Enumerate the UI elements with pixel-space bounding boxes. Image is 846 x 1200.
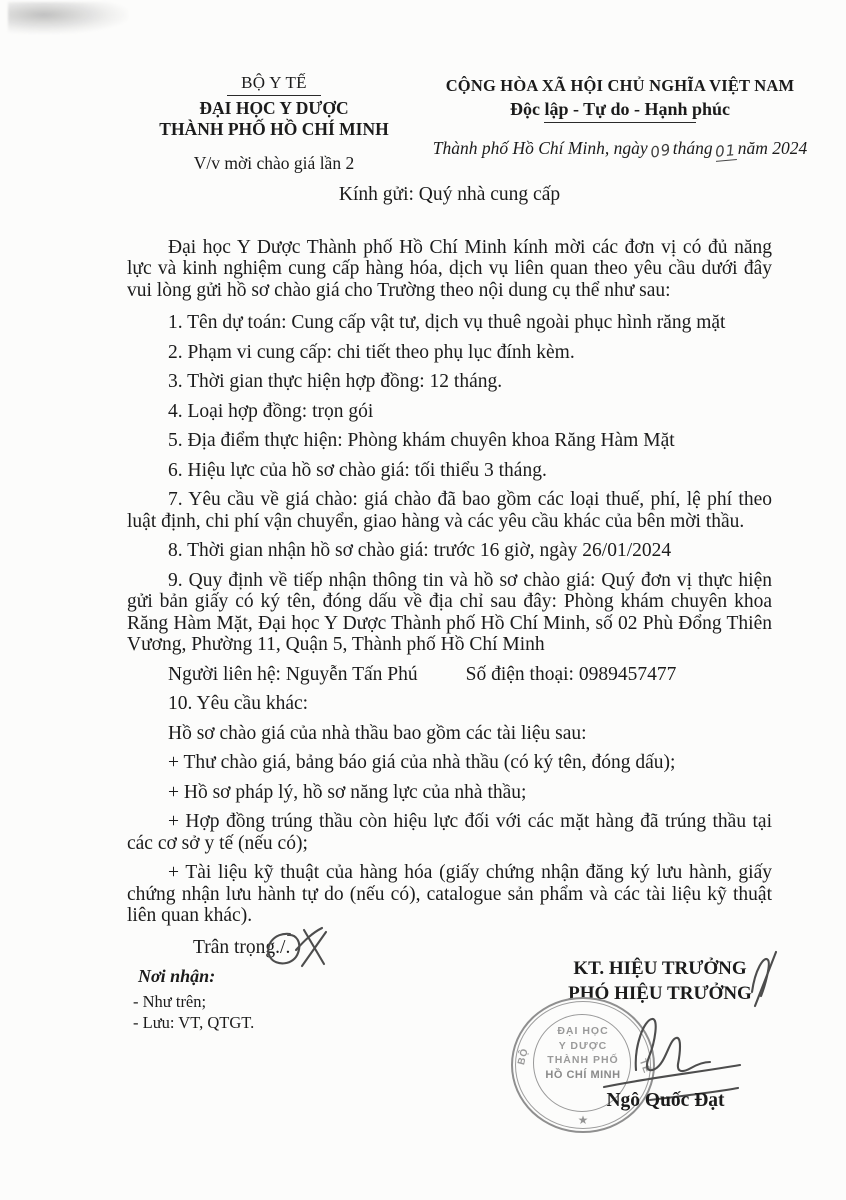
- ministry-underline: [227, 95, 321, 96]
- handwritten-month: 01: [713, 141, 737, 161]
- list-item-6: 6. Hiệu lực của hồ sơ chào giá: tối thiểu 3 tháng.: [168, 459, 547, 481]
- list-item-1: 1. Tên dự toán: Cung cấp vật tư, dịch vụ thuê ngoài phục hình răng mặt: [168, 312, 726, 333]
- document-bullet-1: + Thư chào giá, bảng báo giá của nhà thầu (có ký tên, đóng dấu);: [168, 752, 676, 773]
- handwritten-day: 09: [648, 140, 673, 162]
- stamp-ring-right-text: TẾ: [636, 1057, 653, 1076]
- recipients-block: [133, 966, 254, 1033]
- date-line: [420, 138, 820, 162]
- signer-title-2: PHÓ HIỆU TRƯỞNG: [568, 983, 752, 1004]
- date-year-label: năm 2024: [737, 138, 808, 158]
- salutation: Kính gửi: Quý nhà cung cấp: [338, 184, 561, 205]
- list-item-4: 4. Loại hợp đồng: trọn gói: [168, 400, 374, 422]
- list-item-8: 8. Thời gian nhận hồ sơ chào giá: trước 16 giờ, ngày 26/01/2024: [168, 540, 672, 561]
- list-item-7: 7. Yêu cầu về giá chào: giá chào đã bao gồm các loại thuế, phí, lệ phí theo luật định, chi phí vận chuyển, giao hàng và các yêu cầu khác của bên mời thầu.: [127, 489, 772, 532]
- recipient-line-1: - Như trên;: [133, 992, 207, 1011]
- document-bullet-4: + Tài liệu kỹ thuật của hàng hóa (giấy chứng nhận đăng ký lưu hành, giấy chứng nhận lưu hành tự do (nếu có), catalogue sản phẩm và các tài liệu kỹ thuật liên quan khác).: [127, 862, 772, 926]
- subject-line: V/v mời chào giá lần 2: [193, 153, 355, 173]
- document-bullet-3: + Hợp đồng trúng thầu còn hiệu lực đối với các mặt hàng đã trúng thầu tại các cơ sở y tế (nếu có);: [127, 811, 772, 854]
- stamp-ring-left-text: BỘ: [516, 1046, 531, 1067]
- date-month-label: tháng: [672, 138, 713, 158]
- recipients-label: Nơi nhận:: [138, 966, 216, 986]
- list-item-10: 10. Yêu cầu khác:: [168, 693, 309, 714]
- approval-paraph: [740, 948, 780, 1010]
- contact-line: [127, 664, 772, 686]
- documents-intro: Hồ sơ chào giá của nhà thầu bao gồm các tài liệu sau:: [168, 722, 587, 744]
- stamp-text-line1: ĐẠI HỌC: [557, 1025, 609, 1037]
- list-item-3: 3. Thời gian thực hiện hợp đồng: 12 tháng.: [168, 371, 503, 392]
- document-body: [127, 184, 772, 966]
- contact-phone: Số điện thoại: 0989457477: [465, 663, 677, 685]
- recipient-line-2: - Lưu: VT, QTGT.: [133, 1013, 255, 1032]
- university-name-line2: THÀNH PHỐ HỒ CHÍ MINH: [159, 119, 389, 139]
- stamp-text-line2: Y DƯỢC: [558, 1039, 608, 1052]
- list-item-2: 2. Phạm vi cung cấp: chi tiết theo phụ lục đính kèm.: [168, 341, 575, 363]
- stamp-star-icon: ★: [577, 1113, 589, 1127]
- ministry-name: BỘ Y TẾ: [241, 73, 307, 92]
- date-prefix: Thành phố Hồ Chí Minh, ngày: [432, 138, 648, 158]
- handwritten-initials: [258, 924, 338, 972]
- signer-title-1: KT. HIỆU TRƯỞNG: [573, 958, 747, 979]
- document-bullet-2: + Hồ sơ pháp lý, hồ sơ năng lực của nhà thầu;: [168, 781, 527, 803]
- scan-smudge: [8, 2, 128, 34]
- national-motto: Độc lập - Tự do - Hạnh phúc: [509, 99, 731, 119]
- university-name-line1: ĐẠI HỌC Y DƯỢC: [199, 98, 349, 118]
- stamp-text-line4: HỒ CHÍ MINH: [545, 1068, 621, 1081]
- motto-underline: [544, 122, 696, 123]
- intro-paragraph: Đại học Y Dược Thành phố Hồ Chí Minh kính mời các đơn vị có đủ năng lực và kinh nghiệm cung cấp hàng hóa, dịch vụ liên quan theo yêu cầu dưới đây vui lòng gửi hồ sơ chào giá cho Trường theo nội dung cụ thể như sau:: [127, 236, 772, 301]
- signer-name: Ngô Quốc Đạt: [606, 1090, 725, 1111]
- stamp-text-line3: THÀNH PHỐ: [547, 1054, 619, 1066]
- national-name: CỘNG HÒA XÃ HỘI CHỦ NGHĨA VIỆT NAM: [445, 76, 795, 95]
- list-item-5: 5. Địa điểm thực hiện: Phòng khám chuyên khoa Răng Hàm Mặt: [168, 430, 675, 451]
- closing: Trân trọng./.: [193, 936, 291, 958]
- list-item-9: 9. Quy định về tiếp nhận thông tin và hồ sơ chào giá: Quý đơn vị thực hiện gửi bản giấy có ký tên, đóng dấu về địa chỉ sau đây: Phòng khám chuyên khoa Răng Hàm Mặt, Đại học Y Dược Thành phố Hồ Chí Minh, số 02 Phù Đổng Thiên Vương, Phường 11, Quận 5, Thành phố Hồ Chí Minh: [127, 569, 772, 655]
- issuing-org-block: [128, 72, 420, 174]
- contact-person: Người liên hệ: Nguyễn Tấn Phú: [168, 663, 418, 685]
- national-header-block: [420, 76, 820, 162]
